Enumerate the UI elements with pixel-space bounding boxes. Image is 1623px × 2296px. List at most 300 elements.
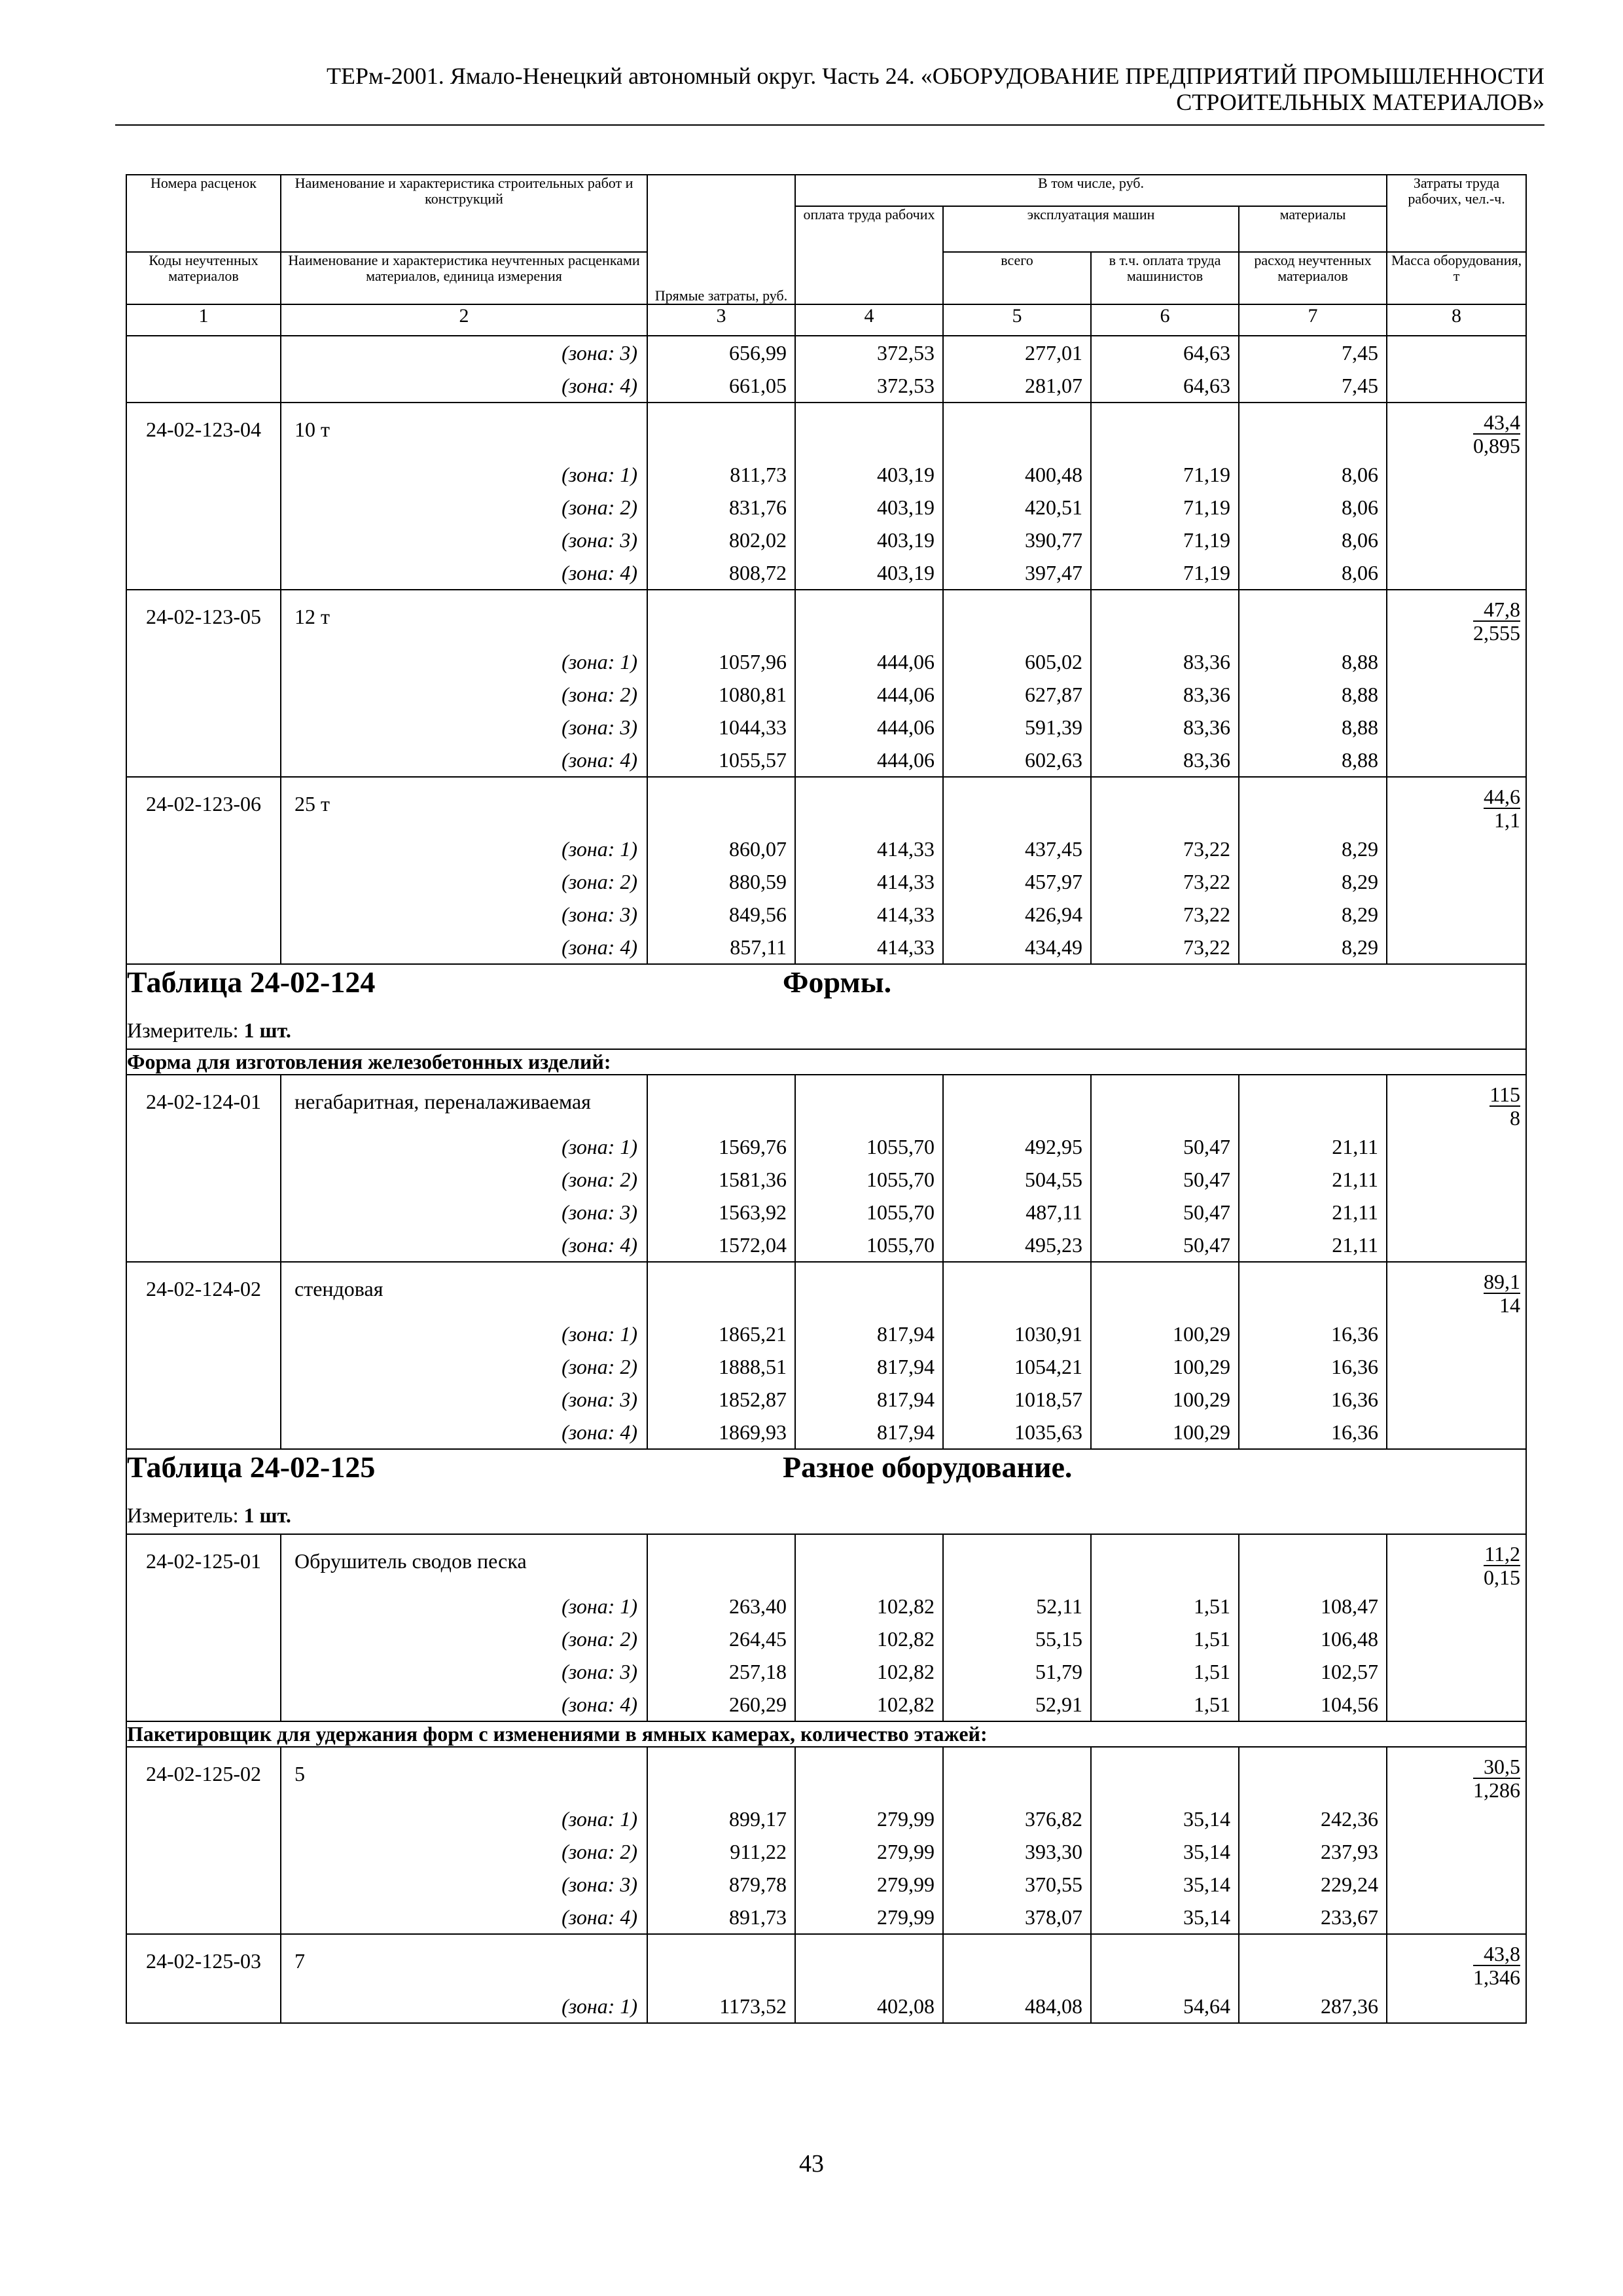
value-cell: 71,19 [1091,458,1239,491]
value-cell: 1869,93 [647,1416,795,1449]
col-number: 1 [126,304,281,336]
mass-value: 0,895 [1473,434,1521,457]
value-cell: 400,48 [943,458,1091,491]
zone-row [126,645,1526,678]
empty-cell [126,1655,281,1688]
value-cell: 73,22 [1091,833,1239,865]
value-cell: 1173,52 [647,1990,795,2023]
empty-cell [1387,1623,1526,1655]
value-cell: 414,33 [795,865,943,898]
value-cell: 8,88 [1239,678,1387,711]
mass-fraction [1489,1083,1520,1129]
zone-label: (зона: 2) [281,865,647,898]
value-cell: 1055,57 [647,744,795,777]
empty-cell [1239,590,1387,645]
zone-row [126,1229,1526,1262]
zone-label: (зона: 1) [281,833,647,865]
mass-fraction [1473,598,1520,644]
empty-cell [943,403,1091,458]
value-cell: 16,36 [1239,1318,1387,1350]
value-cell: 52,11 [943,1590,1091,1623]
table-title-row [126,1449,1526,1503]
empty-cell [1387,1990,1526,2023]
value-cell: 8,06 [1239,491,1387,524]
value-cell: 8,29 [1239,865,1387,898]
empty-cell [126,1868,281,1901]
col-number: 8 [1387,304,1526,336]
mass-fraction [1484,1543,1520,1588]
empty-cell [1091,1075,1239,1130]
zone-row [126,1350,1526,1383]
empty-cell [795,777,943,833]
empty-cell [1387,678,1526,711]
value-cell: 8,29 [1239,833,1387,865]
value-cell: 264,45 [647,1623,795,1655]
empty-cell [943,777,1091,833]
labor-value: 44,6 [1484,785,1521,808]
section-heading: Пакетировщик для удержания форм с изменениями в ямных камерах, количество этажей: [126,1721,1526,1747]
empty-cell [1239,1747,1387,1803]
empty-cell [647,590,795,645]
value-cell: 83,36 [1091,678,1239,711]
value-cell: 487,11 [943,1196,1091,1229]
zone-label: (зона: 1) [281,458,647,491]
mass-cell [1387,1747,1526,1803]
value-cell: 376,82 [943,1803,1091,1835]
col-head-direct: Прямые затраты, руб. [647,175,795,304]
zone-row [126,678,1526,711]
table-name: Формы. [783,965,892,999]
item-name: 10 т [281,403,647,458]
mass-fraction [1473,1755,1520,1801]
value-cell: 857,11 [647,931,795,964]
value-cell: 52,91 [943,1688,1091,1721]
mass-value: 1,346 [1473,1965,1521,1989]
value-cell: 35,14 [1091,1868,1239,1901]
col-head-wages: оплата труда рабочих [795,206,943,304]
zone-label: (зона: 2) [281,1623,647,1655]
value-cell: 831,76 [647,491,795,524]
col-head-machines-total: всего [943,252,1091,304]
rates-table [126,174,1527,2024]
zone-label: (зона: 4) [281,931,647,964]
value-cell: 1,51 [1091,1590,1239,1623]
col-number: 5 [943,304,1091,336]
mass-cell [1387,590,1526,645]
empty-cell [1387,369,1526,403]
table-number: Таблица 24-02-125 [127,1450,376,1484]
page-number: 43 [799,2150,824,2178]
header-line-2: СТРОИТЕЛЬНЫХ МАТЕРИАЛОВ» [1176,89,1544,115]
value-cell: 50,47 [1091,1229,1239,1262]
zone-row [126,524,1526,556]
empty-cell [1091,777,1239,833]
value-cell: 8,29 [1239,898,1387,931]
item-name: 25 т [281,777,647,833]
value-cell: 1055,70 [795,1130,943,1163]
value-cell: 106,48 [1239,1623,1387,1655]
header-line-1: ТЕРм-2001. Ямало-Ненецкий автономный округ. Часть 24. «ОБОРУДОВАНИЕ ПРЕДПРИЯТИЙ ПРОМЫШЛЕННОСТИ [327,63,1544,89]
value-cell: 880,59 [647,865,795,898]
value-cell: 1030,91 [943,1318,1091,1350]
zone-row [126,931,1526,964]
value-cell: 71,19 [1091,556,1239,590]
zone-label: (зона: 3) [281,1196,647,1229]
col-number: 3 [647,304,795,336]
value-cell: 73,22 [1091,865,1239,898]
zone-row [126,1623,1526,1655]
page-header [115,63,1544,115]
value-cell: 108,47 [1239,1590,1387,1623]
value-cell: 390,77 [943,524,1091,556]
empty-cell [795,1262,943,1318]
empty-cell [1239,1934,1387,1990]
empty-cell [647,1262,795,1318]
value-cell: 817,94 [795,1383,943,1416]
measure-cell [126,1018,1526,1049]
value-cell: 437,45 [943,833,1091,865]
measure-value: 1 шт. [243,1018,291,1042]
empty-cell [126,524,281,556]
measure-cell [126,1503,1526,1534]
value-cell: 21,11 [1239,1196,1387,1229]
value-cell: 1852,87 [647,1383,795,1416]
value-cell: 656,99 [647,336,795,369]
value-cell: 279,99 [795,1901,943,1934]
empty-cell [126,1803,281,1835]
item-name: 7 [281,1934,647,1990]
value-cell: 229,24 [1239,1868,1387,1901]
zone-label: (зона: 4) [281,744,647,777]
col-number: 6 [1091,304,1239,336]
value-cell: 50,47 [1091,1163,1239,1196]
zone-row [126,1688,1526,1721]
mass-cell [1387,1934,1526,1990]
value-cell: 434,49 [943,931,1091,964]
zone-row [126,1590,1526,1623]
value-cell: 378,07 [943,1901,1091,1934]
value-cell: 802,02 [647,524,795,556]
col-head-codes: Номера расценок [126,175,281,252]
empty-cell [647,403,795,458]
item-code: 24-02-125-02 [126,1747,281,1803]
mass-value: 2,555 [1473,621,1521,645]
value-cell: 591,39 [943,711,1091,744]
value-cell: 899,17 [647,1803,795,1835]
empty-cell [126,1623,281,1655]
col-number: 2 [281,304,647,336]
mass-value: 1,1 [1494,808,1521,832]
empty-cell [647,1934,795,1990]
value-cell: 1,51 [1091,1688,1239,1721]
value-cell: 1055,70 [795,1163,943,1196]
item-code: 24-02-123-06 [126,777,281,833]
value-cell: 811,73 [647,458,795,491]
value-cell: 8,88 [1239,711,1387,744]
empty-cell [647,1534,795,1590]
table-name: Разное оборудование. [783,1450,1073,1484]
empty-cell [943,1075,1091,1130]
mass-cell [1387,1262,1526,1318]
empty-cell [647,1747,795,1803]
value-cell: 492,95 [943,1130,1091,1163]
item-name: негабаритная, переналаживаемая [281,1075,647,1130]
value-cell: 1563,92 [647,1196,795,1229]
value-cell: 1055,70 [795,1229,943,1262]
value-cell: 1055,70 [795,1196,943,1229]
zone-row [126,1835,1526,1868]
value-cell: 21,11 [1239,1130,1387,1163]
value-cell: 242,36 [1239,1803,1387,1835]
value-cell: 102,57 [1239,1655,1387,1688]
header-row-1 [126,175,1526,206]
zone-row [126,1990,1526,2023]
empty-cell [1239,1262,1387,1318]
empty-cell [1387,1901,1526,1934]
value-cell: 35,14 [1091,1835,1239,1868]
empty-cell [126,1383,281,1416]
empty-cell [795,1534,943,1590]
empty-cell [1091,403,1239,458]
empty-cell [1239,1534,1387,1590]
item-code: 24-02-123-05 [126,590,281,645]
empty-cell [795,590,943,645]
item-row [126,1934,1526,1990]
empty-cell [126,1688,281,1721]
value-cell: 100,29 [1091,1318,1239,1350]
col-head-material-use: расход неучтенных материалов [1239,252,1387,304]
zone-row [126,336,1526,369]
empty-cell [1091,1534,1239,1590]
empty-cell [126,1901,281,1934]
value-cell: 263,40 [647,1590,795,1623]
empty-cell [647,1075,795,1130]
mass-value: 0,15 [1484,1566,1521,1589]
column-numbers-row [126,304,1526,336]
empty-cell [126,678,281,711]
zone-label: (зона: 3) [281,711,647,744]
empty-cell [1387,1318,1526,1350]
table-title-row [126,964,1526,1018]
zone-label: (зона: 3) [281,1383,647,1416]
zone-row [126,1416,1526,1449]
item-name: 5 [281,1747,647,1803]
value-cell: 51,79 [943,1655,1091,1688]
value-cell: 911,22 [647,1835,795,1868]
zone-label: (зона: 3) [281,524,647,556]
empty-cell [1387,833,1526,865]
value-cell: 16,36 [1239,1350,1387,1383]
empty-cell [126,865,281,898]
zone-label: (зона: 2) [281,1350,647,1383]
value-cell: 233,67 [1239,1901,1387,1934]
value-cell: 102,82 [795,1688,943,1721]
value-cell: 8,29 [1239,931,1387,964]
item-row [126,1534,1526,1590]
zone-label: (зона: 4) [281,369,647,403]
value-cell: 83,36 [1091,744,1239,777]
zone-label: (зона: 4) [281,1229,647,1262]
col-number: 7 [1239,304,1387,336]
value-cell: 279,99 [795,1868,943,1901]
item-row [126,403,1526,458]
empty-cell [126,1318,281,1350]
table-body [126,175,1526,2023]
value-cell: 102,82 [795,1623,943,1655]
value-cell: 1057,96 [647,645,795,678]
value-cell: 1080,81 [647,678,795,711]
value-cell: 444,06 [795,645,943,678]
value-cell: 402,08 [795,1990,943,2023]
value-cell: 50,47 [1091,1196,1239,1229]
item-code: 24-02-125-01 [126,1534,281,1590]
mass-cell [1387,1534,1526,1590]
empty-cell [1387,865,1526,898]
item-code: 24-02-124-02 [126,1262,281,1318]
col-number: 4 [795,304,943,336]
empty-cell [1091,1934,1239,1990]
value-cell: 808,72 [647,556,795,590]
value-cell: 21,11 [1239,1229,1387,1262]
empty-cell [126,1229,281,1262]
item-code: 24-02-124-01 [126,1075,281,1130]
empty-cell [795,403,943,458]
value-cell: 1054,21 [943,1350,1091,1383]
value-cell: 849,56 [647,898,795,931]
item-name: Обрушитель сводов песка [281,1534,647,1590]
col-head-labor: Затраты труда рабочих, чел.-ч. [1387,175,1526,252]
empty-cell [1387,556,1526,590]
item-row [126,590,1526,645]
mass-cell [1387,1075,1526,1130]
empty-cell [1387,1350,1526,1383]
empty-cell [1091,1262,1239,1318]
zone-label: (зона: 1) [281,645,647,678]
mass-value: 8 [1510,1106,1521,1130]
value-cell: 1581,36 [647,1163,795,1196]
mass-fraction [1473,1943,1520,1988]
col-head-material-names: Наименование и характеристика неучтенных расценками материалов, единица измерения [281,252,647,304]
empty-cell [647,777,795,833]
empty-cell [1239,403,1387,458]
empty-cell [1387,1835,1526,1868]
labor-value: 11,2 [1484,1542,1521,1566]
zone-label: (зона: 2) [281,491,647,524]
item-code: 24-02-125-03 [126,1934,281,1990]
value-cell: 54,64 [1091,1990,1239,2023]
value-cell: 73,22 [1091,931,1239,964]
section-heading: Форма для изготовления железобетонных изделий: [126,1049,1526,1075]
value-cell: 1,51 [1091,1655,1239,1688]
zone-row [126,898,1526,931]
empty-cell [1387,1416,1526,1449]
col-head-operators-wages: в т.ч. оплата труда машинистов [1091,252,1239,304]
table-title-cell [126,964,1526,1018]
empty-cell [126,898,281,931]
measure-row [126,1503,1526,1534]
value-cell: 100,29 [1091,1416,1239,1449]
empty-cell [1387,1196,1526,1229]
empty-cell [126,931,281,964]
value-cell: 71,19 [1091,524,1239,556]
value-cell: 21,11 [1239,1163,1387,1196]
value-cell: 444,06 [795,711,943,744]
zone-label: (зона: 1) [281,1990,647,2023]
zone-row [126,1803,1526,1835]
value-cell: 8,88 [1239,744,1387,777]
col-head-mass: Масса оборудования, т [1387,252,1526,304]
empty-cell [1387,744,1526,777]
zone-row [126,1130,1526,1163]
mass-cell [1387,777,1526,833]
section-row [126,1721,1526,1747]
value-cell: 420,51 [943,491,1091,524]
value-cell: 100,29 [1091,1350,1239,1383]
value-cell: 16,36 [1239,1416,1387,1449]
col-head-material-codes: Коды неучтенных материалов [126,252,281,304]
value-cell: 35,14 [1091,1901,1239,1934]
empty-cell [1387,1868,1526,1901]
zone-label: (зона: 1) [281,1803,647,1835]
empty-cell [126,1130,281,1163]
value-cell: 100,29 [1091,1383,1239,1416]
value-cell: 1888,51 [647,1350,795,1383]
empty-cell [1091,590,1239,645]
value-cell: 403,19 [795,524,943,556]
value-cell: 817,94 [795,1350,943,1383]
empty-cell [1387,491,1526,524]
empty-cell [1387,1655,1526,1688]
mass-value: 1,286 [1473,1778,1521,1802]
empty-cell [126,336,281,369]
empty-cell [1387,336,1526,369]
labor-value: 115 [1489,1083,1521,1106]
mass-cell [1387,403,1526,458]
item-name: 12 т [281,590,647,645]
value-cell: 414,33 [795,898,943,931]
zone-label: (зона: 4) [281,556,647,590]
value-cell: 661,05 [647,369,795,403]
zone-row [126,1383,1526,1416]
value-cell: 370,55 [943,1868,1091,1901]
header-rule [115,124,1544,126]
value-cell: 504,55 [943,1163,1091,1196]
item-row [126,777,1526,833]
empty-cell [943,1262,1091,1318]
value-cell: 372,53 [795,369,943,403]
item-row [126,1747,1526,1803]
empty-cell [795,1934,943,1990]
zone-label: (зона: 4) [281,1901,647,1934]
measure-value: 1 шт. [243,1503,291,1527]
empty-cell [126,833,281,865]
value-cell: 7,45 [1239,369,1387,403]
value-cell: 444,06 [795,678,943,711]
labor-value: 43,8 [1473,1943,1520,1966]
empty-cell [126,1835,281,1868]
value-cell: 257,18 [647,1655,795,1688]
empty-cell [126,744,281,777]
value-cell: 8,06 [1239,524,1387,556]
empty-cell [1239,1075,1387,1130]
value-cell: 495,23 [943,1229,1091,1262]
zone-label: (зона: 4) [281,1416,647,1449]
zone-label: (зона: 2) [281,678,647,711]
value-cell: 426,94 [943,898,1091,931]
value-cell: 1569,76 [647,1130,795,1163]
labor-value: 47,8 [1473,598,1520,622]
empty-cell [126,369,281,403]
